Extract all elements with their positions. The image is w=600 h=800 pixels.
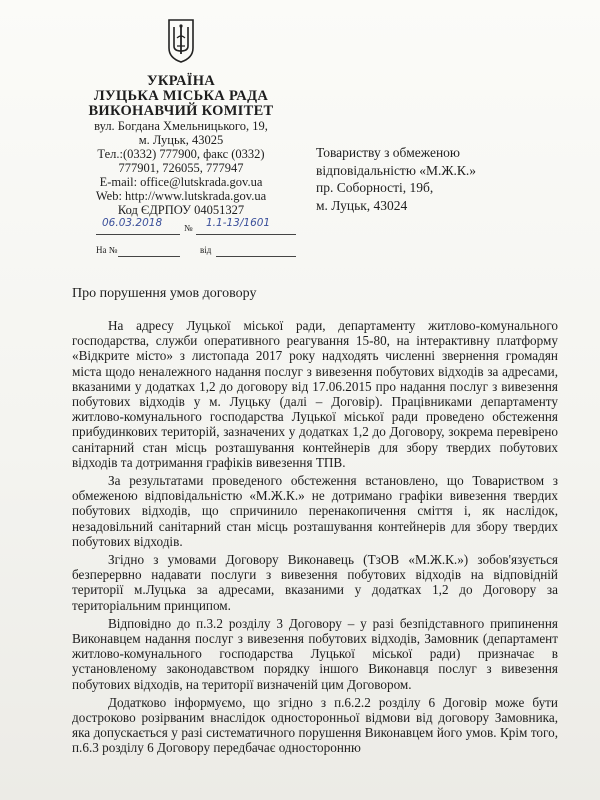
- letterhead-council: ЛУЦЬКА МІСЬКА РАДА: [93, 88, 269, 104]
- addressee-line-1: Товариству з обмеженою: [316, 145, 461, 160]
- body-paragraph-1: На адресу Луцької міської ради, департаменту житлово-комунального господарства, служби оперативного реагування 15-80, на інтерактивну платформу «Відкрите місто» з листопада 2017 року надходять численні звернення громадян міста щодо неналежного надання послуг з вивезення побутових відходів за адресами, вказаними у додатках 1,2 до договору від 17.06.2015 про надання послуг з вивезення побутових відходів у м. Луцьку (далі – Договір). Працівниками департаменту житлово-комунального господарства Луцької міської ради проведено обстеження прибудинкових територій, зазначених у додатках 1,2 до Договору, зокрема перевірено санітарний стан місць розташування контейнерів для збору твердих побутових відходів та дотримання графіків вивезення ТПВ.: [72, 318, 558, 470]
- letterhead-street: вул. Богдана Хмельницького, 19,: [94, 119, 268, 133]
- letterhead-committee: ВИКОНАВЧИЙ КОМІТЕТ: [88, 103, 274, 119]
- letterhead-phone-2: 777901, 726055, 777947: [118, 161, 244, 175]
- letterhead-web: Web: http://www.lutskrada.gov.ua: [95, 189, 267, 203]
- outgoing-number-label: №: [184, 223, 193, 233]
- body-paragraph-3: Згідно з умовами Договору Виконавець (ТзОВ «М.Ж.К.») зобов'язується безперервно надавати послуги з вивезення побутових відходів на відповідній території м.Луцька за адресами, вказаними у додатках 1,2 до Договору за територіальним принципом.: [72, 552, 558, 613]
- body-paragraph-4: Відповідно до п.3.2 розділу 3 Договору – у разі безпідставного припинення Виконавцем надання послуг з вивезення побутових відходів, Замовник (департамент житлово-комунального господарства Луцької міської ради) призначає в установленому законодавством порядку іншого Виконавця послуг з вивезення побутових відходів, на території визначеній цим Договором.: [72, 615, 558, 692]
- letterhead: [66, 74, 296, 217]
- addressee-line-4: м. Луцьк, 43024: [316, 197, 408, 213]
- ref-number-label: На №: [96, 245, 118, 255]
- registration-block: [96, 217, 296, 261]
- ref-date-label: від: [200, 245, 212, 255]
- letter-body: [72, 318, 558, 759]
- letterhead-email: E-mail: office@lutskrada.gov.ua: [99, 175, 263, 189]
- registration-outgoing: [96, 217, 296, 239]
- registration-reference: [96, 239, 296, 261]
- letter-subject: Про порушення умов договору: [72, 286, 257, 301]
- letterhead-phone-1: Тел.:(0332) 777900, факс (0332): [97, 147, 265, 161]
- letterhead-country: УКРАЇНА: [146, 73, 216, 89]
- body-paragraph-2: За результатами проведеного обстеження встановлено, що Товариством з обмеженою відповідальністю «М.Ж.К.» не дотримано графіки вивезення твердих побутових відходів, що спричинило перенакопичення сміття і, як наслідок, незадовільний санітарний стан місць розташування контейнерів для збору твердих побутових відходів.: [72, 473, 558, 549]
- letterhead-city: м. Луцьк, 43025: [138, 133, 224, 147]
- addressee-line-3: пр. Соборності, 19б,: [316, 180, 434, 195]
- letterhead-edrpou: Код ЄДРПОУ 04051327: [117, 203, 245, 217]
- trident-emblem-icon: [166, 18, 196, 64]
- addressee-line-2: відповідальністю «М.Ж.К.»: [316, 162, 477, 178]
- addressee-block: [316, 144, 576, 214]
- outgoing-date: 06.03.2018: [102, 217, 163, 229]
- body-paragraph-5: Додатково інформуємо, що згідно з п.6.2.2 розділу 6 Договір може бути достроково розірваним внаслідок односторонньої відмови від договору Замовника, яка допускається у разі систематичного порушення Виконавцем його умов. Крім того, п.6.3 розділу 6 Договору передбачає односторонню: [72, 694, 558, 756]
- outgoing-number: 1.1-13/1601: [206, 217, 271, 229]
